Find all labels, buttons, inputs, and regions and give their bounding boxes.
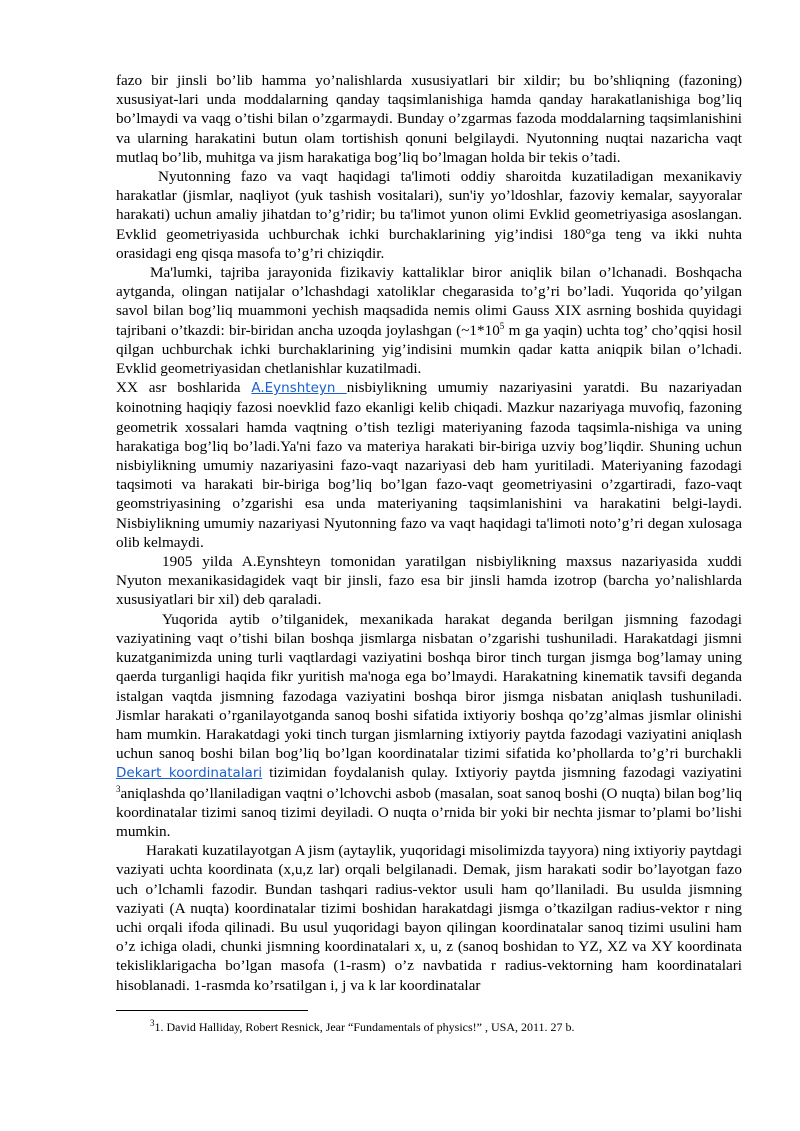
paragraph-text: m ga yaqin) uchta tog’ cho’qqisi hosil qilgan uchburchak ichki burchaklarining yig’indisini mumkin qadar katta aniqpik bilan o’lchadi. Evklid geometriyasidan chetlanishlar kuzatilmadi.	[116, 321, 743, 378]
document-page	[116, 71, 742, 995]
paragraph-newton-theory	[116, 167, 742, 263]
paragraph-gauss-experiment	[116, 263, 742, 378]
paragraph-text: Nyutonning fazo va vaqt haqidagi ta'limoti oddiy sharoitda kuzatiladigan mexanikaviy harakatlar (jismlar, naqliyot (yuk tashish vositalari), sun'iy yo’ldoshlar, fazoviy kemalar, sayyoralar harakati) uchun amaliy jihatdan to’g’ridir; bu ta'limot yunon olimi Evklid geometriyasiga asoslangan. Evklid geometriyasida uchburchak ichki burchaklarining yig’indisi 180°ga teng va ikki nuhta orasidagi eng qisqa masofa to’g’ri chiziqdir.	[116, 168, 742, 262]
footnote-text: 1. David Halliday, Robert Resnick, Jear “Fundamentals of physics!” , USA, 2011. 27 b.	[154, 1020, 575, 1034]
paragraph-text: Harakati kuzatilayotgan A jism (aytaylik, yuqoridagi misolimizda tayyora) ning ixtiyoriy paytdagi vaziyati uchta koordinata (x,u,z lar) orqali belgilanadi. Demak, jism harakati sodir bo’layotgan fazo uch o’lchamli fazodir. Bundan tashqari radius-vektor usuli ham qo’llaniladi. Bu usulda jismning vaziyati (A nuqta) koordinatalar tizimi boshidan harakatdagi jismga o’tkazilgan radius-vektor r ning uchi orqali ifoda qilinadi. Bu usul yuqoridagi bayon qilingan koordinatalar sanoq tizimi usulini ham o’z ichiga oladi, chunki jismning koordinatalari x, u, z (sanoq boshidan to YZ, XZ va XY koordinata tekisliklarigacha bo’lgan masofa (1-rasm) o’z navbatida r radius-vektorning ham koordinatalari hisoblanadi. 1-rasmda ko’rsatilgan i, j va k lar koordinatalar	[116, 842, 742, 994]
paragraph-text: Yuqorida aytib o’tilganidek, mexanikada harakat deganda berilgan jismning fazodagi vaziyatining vaqt o’tishi bilan boshqa jismlarga nisbatan o’zgarishi tushuniladi. Harakatdagi jismni kuzatganimizda uning turli vaqtlardagi vaziyatini boshqa biror tinch turgan jismga bog’lamay uning qaerda turganligi haqida fikr yuritish ma'noga ega bo’lmaydi. Harakatning kinematik tavsifi deganda istalgan vaqtda jismning fazodaga vaziyatini boshqa biror jismga nisbatan aniqlash tushuniladi. Jismlar harakati o’rganilayotganda sanoq boshi sifatida ixtiyoriy boshqa qo’zg’almas jismlar olinishi ham mumkin. Harakatdagi yoki tinch turgan jismlarning ixtiyoriy paytda fazodagi vaziyatini aniqlash uchun sanoq boshi bilan bog’liq bo’lgan koordinatalar tizimi sifatida ko’phollarda to’g’ri burchakli	[116, 610, 742, 763]
footnote-reference[interactable]: 3	[116, 783, 121, 794]
paragraph-text: fazo bir jinsli bo’lib hamma yo’nalishlarda xususiyatlari bir xildir; bu bo’shliqning (fazoning) xususiyat-lari unda moddalarning qanday taqsimlanishiga hamda qanday harakatlanishiga bog’liq bo’lmaydi va vaqg o’tishi bilan o’zgarmaydi. Bunday o’zgarmas fazoda moddalarning taqsimlanishini va ularning harakatini butun olam tortishish qonuni belgilaydi. Nyutonning nuqtai nazaricha vaqt mutlaq bo’lib, muhitga va jism harakatiga bog’liq bo’lmagan holda bir tekis o’tadi.	[116, 72, 742, 166]
paragraph-special-relativity	[116, 552, 742, 610]
paragraph-coordinates	[116, 841, 742, 995]
footnote	[150, 1020, 750, 1035]
paragraph-text: Ma'lumki, tajriba jarayonida fizikaviy kattaliklar biror aniqlik bilan o’lchanadi. Boshqacha aytganda, olingan natijalar o’lchashdagi xatoliklar chegarasida to’g’ri bo’ladi. Yuqorida qo’yilgan savol bilan bog’liq muammoni yechish maqsadida nemis olimi Gauss XIX asrning boshida quyidagi tajribani o’tkazdi: bir-biridan ancha uzoqda joylashgan (~1*10	[116, 264, 742, 339]
footnote-mark: 3	[150, 1018, 155, 1028]
paragraph-kinematics	[116, 610, 742, 841]
footnote-separator	[116, 1010, 308, 1011]
paragraph-text: tizimidan foydalanish qulay. Ixtiyoriy paytda jismning fazodagi vaziyatini	[262, 764, 742, 782]
paragraph-text: nisbiylikning umumiy nazariyasini yaratdi. Bu nazariyadan koinotning haqiqiy fazosi noevklid fazo ekanligi kelib chiqadi. Mazkur nazariyaga muvofiq, fazoning geometrik xossalari hamda vaqtning o’tish tezligi materiyaning fazoda taqsimla-nishiga va uning harakatiga bog’liq bo’ladi.Ya'ni fazo va materiya harakati bir-biriga uzviy bog’liqdir. Shuning uchun nisbiylikning umumiy nazariyasini fazo-vaqt nazariyasi deb ham yuritiladi. Materiyaning fazodagi taqsimoti va harakati bir-biriga bog’liq bo’lgan fazo-vaqt geometriyasini o’zgartiradi, fazo-vaqt geomstriyasining o’zgarishi esa unda materiyaning taqsimlanishini va harakatini belgi-laydi. Nisbiylikning umumiy nazariyasi Nyutonning fazo va vaqt haqidagi ta'limoti noto’g’ri degan xulosaga olib kelmaydi.	[116, 379, 742, 551]
einstein-link[interactable]: A.Eynshteyn	[251, 380, 347, 397]
dekart-coordinates-link[interactable]: Dekart koordinatalari	[116, 765, 263, 782]
paragraph-text: aniqlashda qo’llaniladigan vaqtni o’lchovchi asbob (masalan, soat sanoq boshi (O nuqta) bilan bog’liq koordinatalar tizimi sanoq tizimi deyiladi. O nuqta o’rnida bir yoki bir nechta jismar to’plami bo’lishi mumkin.	[116, 784, 742, 840]
superscript-exponent: 5	[499, 320, 505, 331]
paragraph-text: 1905 yilda A.Eynshteyn tomonidan yaratilgan nisbiylikning maxsus nazariyasida xuddi Nyuton mexanikasidagidek vaqt bir jinsli, fazo esa bir jinsli hamda izotrop (barcha yo’nalishlarda xususiyatlari bir xil) deb qaraladi.	[116, 553, 742, 609]
paragraph-einstein-general	[116, 378, 742, 552]
paragraph-text: XX asr boshlarida	[116, 379, 252, 397]
paragraph-space-homogeneity	[116, 71, 742, 167]
